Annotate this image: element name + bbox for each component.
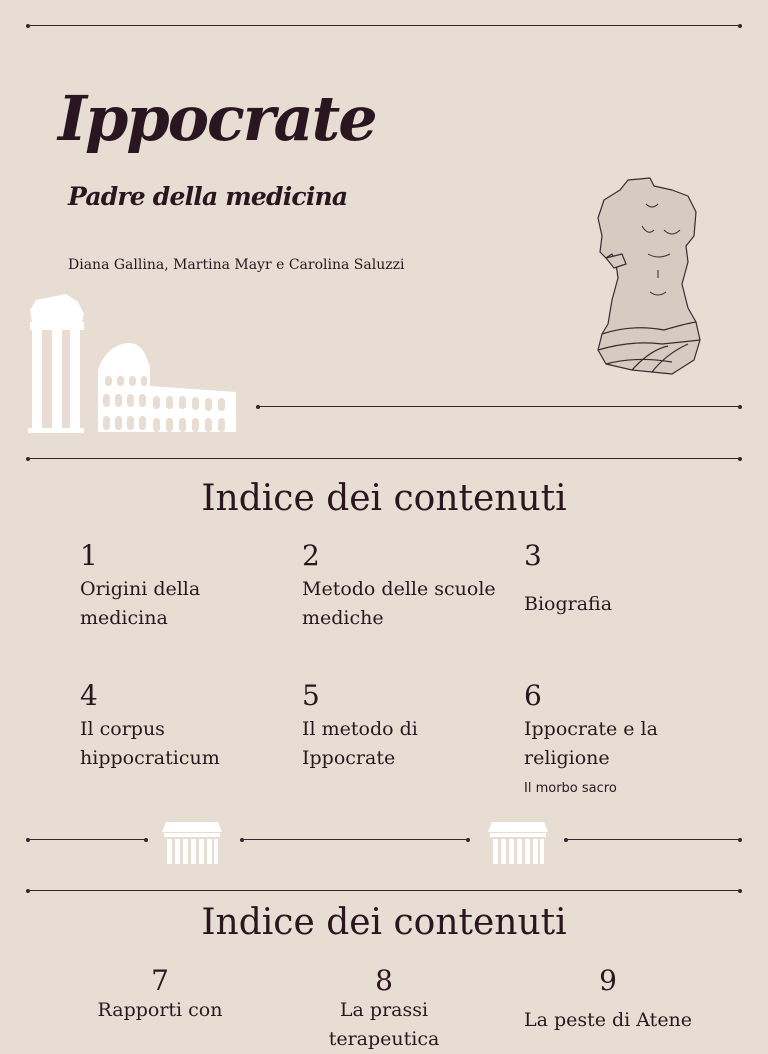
page-title: Ippocrate [58, 82, 376, 155]
toc-item-number: 2 [302, 539, 320, 572]
toc-item-9[interactable] [508, 966, 708, 1035]
toc-item-note: Il morbo sacro [524, 781, 617, 796]
toc-item-label: Metodo delle scuole mediche [302, 578, 496, 629]
toc-item-3[interactable] [524, 541, 724, 619]
top-divider [28, 25, 740, 26]
toc-item-number: 9 [599, 964, 617, 997]
toc-item-number: 6 [524, 679, 542, 712]
toc-item-label: Il metodo di Ippocrate [302, 718, 418, 769]
roman-ruins-icon [26, 292, 238, 434]
toc-item-label: Il corpus hippocraticum [80, 718, 220, 769]
cover-divider [258, 406, 740, 407]
temple-icon [486, 820, 550, 868]
toc-item-number: 1 [80, 539, 98, 572]
toc-item-6[interactable] [524, 681, 724, 796]
toc-title-2: Indice dei contenuti [201, 902, 567, 943]
toc-item-7[interactable] [60, 966, 260, 1025]
temple-divider-middle [242, 839, 468, 840]
toc-item-number: 7 [151, 964, 169, 997]
temple-icon [160, 820, 224, 868]
section-divider-1 [28, 458, 740, 459]
toc-item-label: Biografia [524, 593, 613, 615]
venus-statue-icon [592, 174, 712, 380]
toc-item-label: Rapporti con [97, 999, 223, 1021]
toc-item-2[interactable] [302, 541, 502, 633]
toc-item-number: 4 [80, 679, 98, 712]
toc-item-number: 8 [375, 964, 393, 997]
toc-item-label: La prassi terapeutica [328, 999, 440, 1050]
section-divider-2 [28, 890, 740, 891]
toc-item-5[interactable] [302, 681, 502, 773]
temple-divider-right [566, 839, 740, 840]
authors-line: Diana Gallina, Martina Mayr e Carolina Saluzzi [68, 257, 405, 273]
toc-item-label: La peste di Atene [523, 1009, 693, 1031]
page-subtitle: Padre della medicina [68, 182, 348, 211]
toc-item-label: Origini della medicina [80, 578, 201, 629]
temple-divider-left [28, 839, 146, 840]
toc-item-number: 5 [302, 679, 320, 712]
toc-item-4[interactable] [80, 681, 280, 773]
toc-item-label: Ippocrate e la religione [524, 718, 658, 769]
toc-item-8[interactable] [284, 966, 484, 1054]
toc-item-number: 3 [524, 539, 542, 572]
toc-item-1[interactable] [80, 541, 280, 633]
toc-title-1: Indice dei contenuti [201, 478, 567, 519]
